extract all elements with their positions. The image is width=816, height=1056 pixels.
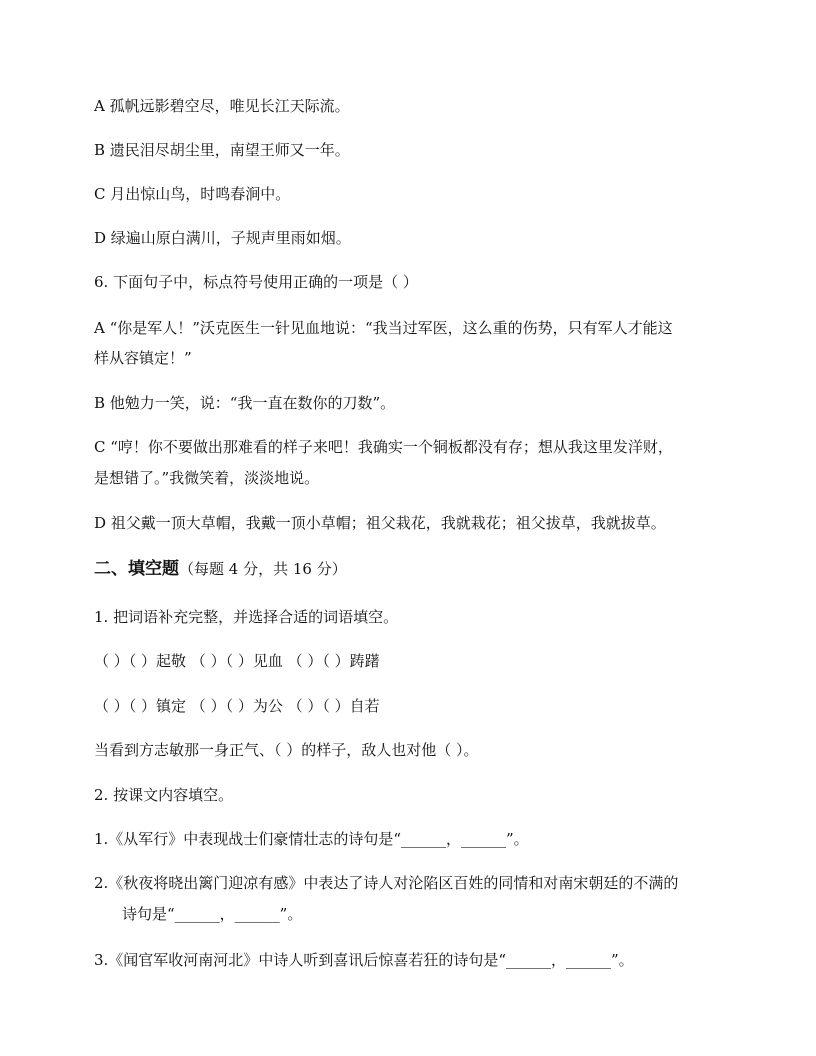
q5-option-d: D 绿遍山原白满川，子规声里雨如烟。 (94, 229, 351, 247)
fill2-item2-line2: 诗句是“______，______”。 (122, 905, 303, 923)
q6-option-c-line1: C “哼！你不要做出那难看的样子来吧！我确实一个铜板都没有存；想从我这里发洋财， (94, 438, 673, 456)
fill1-row1: （ ）（ ）起敬 （ ）（ ）见血 （ ）（ ）踌躇 (94, 652, 380, 670)
q6-option-b: B 他勉力一笑，说：“我一直在数你的刀数”。 (94, 394, 396, 412)
q5-option-b: B 遗民泪尽胡尘里，南望王师又一年。 (94, 141, 350, 159)
section-title-text: 二、填空题 (94, 559, 179, 579)
fill2-item3: 3.《闻官军收河南河北》中诗人听到喜讯后惊喜若狂的诗句是“______，______”。 (94, 951, 634, 969)
section-title (94, 559, 347, 579)
q6-stem: 6. 下面句子中，标点符号使用正确的一项是（ ） (94, 273, 418, 291)
q6-option-a-line2: 样从容镇定！” (94, 349, 192, 367)
fill1-sentence: 当看到方志敏那一身正气、（ ）的样子，敌人也对他（ ）。 (94, 741, 479, 759)
fill2-item2-line1: 2.《秋夜将晓出篱门迎凉有感》中表达了诗人对沦陷区百姓的同情和对南宋朝廷的不满的 (94, 874, 679, 892)
fill1-stem: 1. 把词语补充完整，并选择合适的词语填空。 (94, 608, 399, 626)
q5-option-a: A 孤帆远影碧空尽，唯见长江天际流。 (94, 97, 350, 115)
q6-option-d: D 祖父戴一顶大草帽，我戴一顶小草帽；祖父栽花，我就栽花；祖父拔草，我就拔草。 (94, 514, 666, 532)
q6-option-c-line2: 是想错了。”我微笑着，淡淡地说。 (94, 469, 320, 487)
fill2-stem: 2. 按课文内容填空。 (94, 786, 234, 804)
q6-option-a-line1: A “你是军人！”沃克医生一针见血地说：“我当过军医，这么重的伤势，只有军人才能这 (94, 319, 673, 337)
q5-option-c: C 月出惊山鸟，时鸣春涧中。 (94, 185, 291, 203)
fill1-row2: （ ）（ ）镇定 （ ）（ ）为公 （ ）（ ）自若 (94, 697, 380, 715)
section-title-note: （每题 4 分，共 16 分） (179, 560, 347, 578)
fill2-item1: 1.《从军行》中表现战士们豪情壮志的诗句是“______，______”。 (94, 830, 529, 848)
